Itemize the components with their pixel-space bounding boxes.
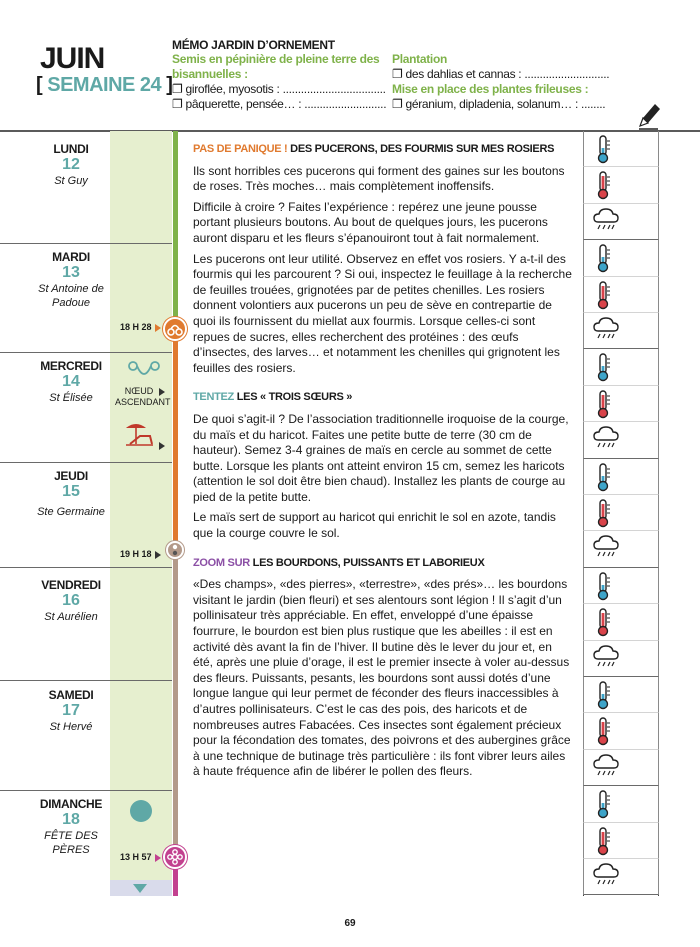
- memo-right-heading: Plantation: [392, 52, 448, 66]
- article-paragraph: De quoi s’agit-il ? De l’association traditionnelle iroquoise de la courge, du maïs et du haricot. Faites une petite butte de terre (30 cm de hauteur). Semez 3-4 graines de maïs en cercle au sommet de cette butte. Lorsque les plants ont atteint environ 15 cm, semez les haricots (attention le sol doit être bien chaud). Installez les plants de courge au pied de la petite butte.: [193, 411, 569, 504]
- day-separator: [0, 567, 172, 568]
- hot-thermometer-icon: [592, 389, 614, 424]
- weather-cell[interactable]: [583, 750, 659, 786]
- timeline-brown: [173, 551, 178, 856]
- weather-cell[interactable]: [583, 859, 659, 895]
- cold-thermometer-icon: [592, 571, 614, 606]
- hot-thermometer-icon: [592, 498, 614, 533]
- article-paragraph: «Des champs», «des pierres», «terrestre», «des prés»… les bourdons visitant le jardin (bien fleuri) et ses alentours sont légion ! Il s’agit d’un pollinisateur très appréciable. En effet, enveloppé d’une épaisse fourrure, le bourdon est bien plus rustique que les abeilles : il est en activité dès avant la fin de l’hiver. Il butine dès le lever du jour et, en été, après une pluie d’orage, il est le premier insecte à voler au-dessus des fleurs. Puissants, pesants, les bourdons sont aussi dotés d’une longue langue qui leur permet de féconder des fleurs inaccessibles à d’autres pollinisateurs. C’est le cas des pois, des haricots et de nombreuses autres Fabacées. Ces insectes sont également précieux pour la fécondation des tomates, des poivrons et des aubergines grâce à une technique de butinage très particulière : ils font vibrer leurs ailes à haute fréquence afin de libérer le pollen des fleurs.: [193, 577, 571, 779]
- weather-cell[interactable]: [583, 204, 659, 240]
- weather-cell[interactable]: [583, 531, 659, 567]
- weather-cell[interactable]: [583, 313, 659, 349]
- article-paragraph: Le maïs sert de support au haricot qui enrichit le sol en azote, tandis que la courge couvre le sol.: [193, 510, 556, 541]
- memo-left-heading: Semis en pépinière de pleine terre des bisannuelles :: [172, 52, 380, 81]
- weather-cell[interactable]: [583, 641, 659, 677]
- moon-time-3: 13 H 57: [120, 852, 161, 862]
- scroll-down-icon[interactable]: [133, 884, 147, 893]
- day-saturday: SAMEDI 17 St Hervé: [48, 688, 94, 733]
- weather-cell[interactable]: [583, 386, 659, 422]
- memo-title: MÉMO JARDIN D’ORNEMENT: [172, 38, 335, 52]
- day-separator: [0, 352, 172, 353]
- deck-chair-icon: [122, 420, 156, 453]
- weather-cell[interactable]: [583, 240, 659, 276]
- cold-thermometer-icon: [592, 243, 614, 278]
- memo-box: [172, 38, 692, 111]
- rain-cloud-icon: [592, 425, 620, 456]
- rain-cloud-icon: [592, 862, 620, 893]
- cold-thermometer-icon: [592, 789, 614, 824]
- rain-cloud-icon: [592, 644, 620, 675]
- article-paragraph: Ils sont horribles ces pucerons qui forment des gaines sur les boutons de roses. Très moches… mais complètement inoffensifs.: [193, 163, 565, 194]
- timeline-orange: [173, 329, 178, 551]
- week-label: [ SEMAINE 24 ]: [36, 74, 173, 96]
- weather-cell[interactable]: [583, 422, 659, 458]
- day-separator: [0, 790, 172, 791]
- hot-thermometer-icon: [592, 716, 614, 751]
- hot-thermometer-icon: [592, 280, 614, 315]
- memo-checkbox-item[interactable]: ❐ pâquerette, pensée… : ...........................: [172, 97, 387, 111]
- chair-arrow-icon: [159, 442, 165, 450]
- week-number: SEMAINE 24: [47, 74, 162, 96]
- memo-checkbox-item[interactable]: ❐ des dahlias et cannas : ............................: [392, 67, 610, 81]
- timeline-green: [173, 131, 178, 329]
- articles-column: [193, 142, 575, 785]
- weather-cell[interactable]: [583, 677, 659, 713]
- node-arrow-icon: [159, 388, 165, 396]
- weather-cell[interactable]: [583, 604, 659, 640]
- flower-sign-icon: [163, 845, 187, 869]
- memo-left: [172, 52, 387, 112]
- hot-thermometer-icon: [592, 607, 614, 642]
- moon-time-2: 19 H 18: [120, 549, 161, 559]
- weather-cell[interactable]: [583, 167, 659, 203]
- weather-cell[interactable]: [583, 713, 659, 749]
- rain-cloud-icon: [592, 753, 620, 784]
- month-title: JUIN: [40, 42, 105, 75]
- day-wednesday: MERCREDI 14 St Élisée: [40, 359, 102, 404]
- rain-cloud-icon: [592, 207, 620, 238]
- first-quarter-moon-icon: [166, 541, 184, 559]
- weather-cell[interactable]: [583, 786, 659, 822]
- memo-checkbox-item[interactable]: ❐ géranium, dipladenia, solanum… : ........: [392, 97, 606, 111]
- day-separator: [0, 243, 172, 244]
- node-label: NŒUD ASCENDANT: [115, 386, 171, 407]
- cold-thermometer-icon: [592, 352, 614, 387]
- lunar-node-icon: [163, 317, 187, 341]
- memo-checkbox-item[interactable]: ❐ giroflée, myosotis : ..................................: [172, 82, 386, 96]
- page-number: 69: [344, 918, 356, 929]
- day-thursday: JEUDI 15 Ste Germaine: [37, 469, 105, 518]
- day-tuesday: MARDI 13 St Antoine de Padoue: [38, 250, 104, 309]
- weather-cell[interactable]: [583, 459, 659, 495]
- article-paragraph: Les pucerons ont leur utilité. Observez en effet vos rosiers. Y a-t-il des fourmis qui les parcourent ? Si oui, inspectez le feuillage à la recherche de feuilles trouées, grignotées par de petites chenilles. Les rosiers donnent volontiers aux pucerons un peu de sève en contrepartie de quoi ils fournissent du miellat aux fourmis. Lorsque celles-ci sont repues de sucres, elles recherchent des protéines : des œufs d’insectes, des larves… et notamment les chenilles qui grignotent les feuilles des rosiers.: [193, 251, 572, 375]
- day-separator: [0, 680, 172, 681]
- weather-cell[interactable]: [583, 349, 659, 385]
- cold-thermometer-icon: [592, 462, 614, 497]
- article-heading: ZOOM SUR LES BOURDONS, PUISSANTS ET LABORIEUX: [193, 556, 485, 569]
- moon-time-1: 18 H 28: [120, 322, 161, 332]
- article-heading: PAS DE PANIQUE ! DES PUCERONS, DES FOURMIS SUR MES ROSIERS: [193, 143, 555, 155]
- weather-cell[interactable]: [583, 277, 659, 313]
- weather-cell[interactable]: [583, 131, 659, 167]
- new-moon-icon: [130, 800, 152, 822]
- weather-cell[interactable]: [583, 495, 659, 531]
- article-heading: TENTEZ LES « TROIS SŒURS »: [193, 391, 353, 404]
- weather-cell[interactable]: [583, 568, 659, 604]
- weather-cell[interactable]: [583, 823, 659, 859]
- ascending-node-icon: [126, 360, 162, 385]
- day-monday: LUNDI 12 St Guy: [53, 142, 89, 187]
- hot-thermometer-icon: [592, 170, 614, 205]
- day-friday: VENDREDI 16 St Aurélien: [41, 578, 101, 623]
- cold-thermometer-icon: [592, 134, 614, 169]
- day-sunday: DIMANCHE 18 FÊTE DES PÈRES: [39, 797, 103, 856]
- memo-right-heading: Mise en place des plantes frileuses :: [392, 82, 589, 96]
- memo-right: [392, 52, 610, 112]
- article-paragraph: Difficile à croire ? Faites l’expérience : repérez une jeune pousse portant plusieurs boutons. Au bout de quelques jours, les pucerons auront disparu et les fleurs s’épanouiront tout à fait normalement.: [193, 199, 548, 245]
- rain-cloud-icon: [592, 534, 620, 565]
- rain-cloud-icon: [592, 316, 620, 347]
- day-separator: [0, 462, 172, 463]
- cold-thermometer-icon: [592, 680, 614, 715]
- hot-thermometer-icon: [592, 826, 614, 861]
